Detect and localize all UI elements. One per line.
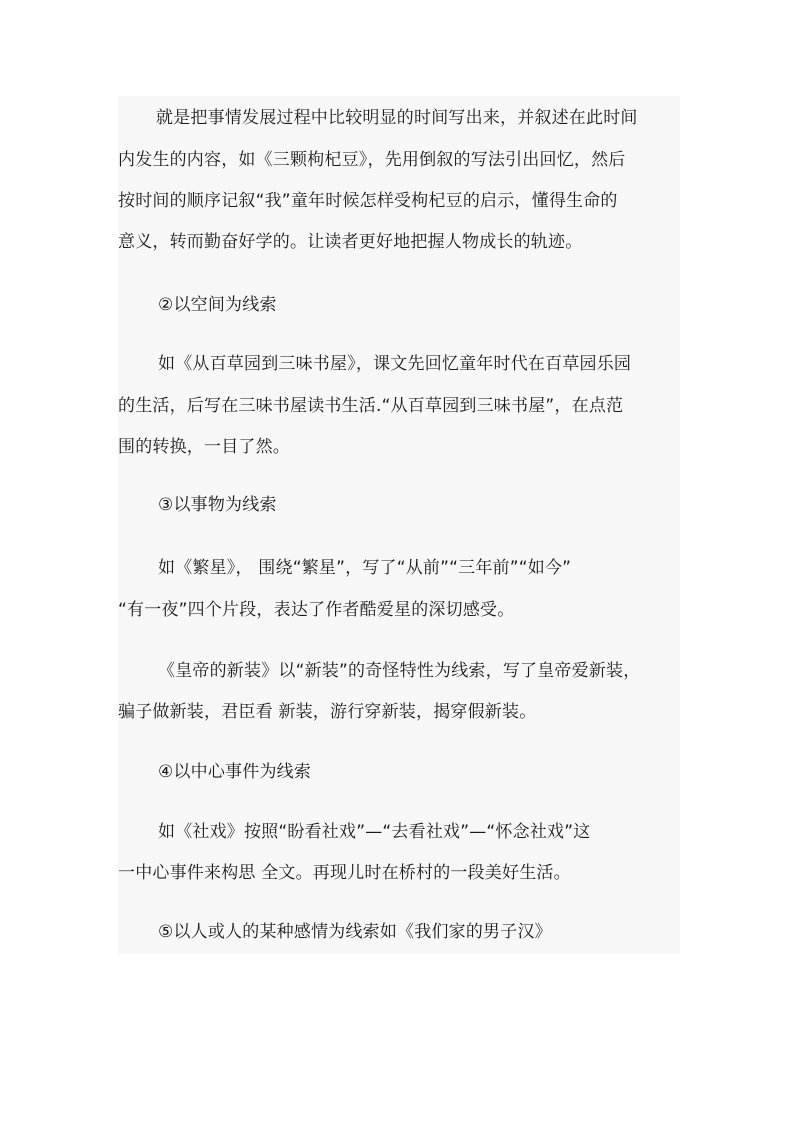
section-heading-event: ④以中心事件为线索 bbox=[158, 762, 312, 782]
paragraph-line: 按时间的顺序记叙“我”童年时候怎样受枸杞豆的启示，懂得生命的 bbox=[118, 191, 618, 211]
paragraph-line: “有一夜”四个片段，表达了作者酷爱星的深切感受。 bbox=[118, 600, 515, 620]
section-heading-person: ⑤以人或人的某种感情为线索如《我们家的男子汉》 bbox=[158, 922, 552, 942]
section-heading-object: ③以事物为线索 bbox=[158, 495, 277, 515]
paragraph-line: 《皇帝的新装》以“新装”的奇怪特性为线索，写了皇帝爱新装， bbox=[158, 661, 641, 681]
paragraph-line: 围的转换，一目了然。 bbox=[118, 437, 290, 457]
paragraph-line: 如《繁星》， 围绕“繁星”，写了“从前”“三年前”“如今” bbox=[158, 558, 572, 578]
paragraph-line: 骗子做新装，君臣看 新装，游行穿新装，揭穿假新装。 bbox=[118, 702, 537, 722]
paragraph-line: 就是把事情发展过程中比较明显的时间写出来，并叙述在此时间 bbox=[156, 108, 638, 128]
paragraph-line: 一中心事件来构思 全文。再现儿时在桥村的一段美好生活。 bbox=[118, 863, 571, 883]
paragraph-line: 如《社戏》按照“盼看社戏”—“去看社戏”—“怀念社戏”这 bbox=[158, 822, 591, 842]
paragraph-line: 如《从百草园到三味书屋》，课文先回忆童年时代在百草园乐园 bbox=[158, 354, 632, 374]
section-heading-space: ②以空间为线索 bbox=[158, 295, 277, 315]
paragraph-line: 的生活，后写在三味书屋读书生活.“从百草园到三味书屋”，在点范 bbox=[118, 396, 624, 416]
paragraph-line: 意义，转而勤奋好学的。让读者更好地把握人物成长的轨迹。 bbox=[118, 232, 583, 252]
paragraph-line: 内发生的内容，如《三颗枸杞豆》，先用倒叙的写法引出回忆，然后 bbox=[118, 150, 626, 170]
